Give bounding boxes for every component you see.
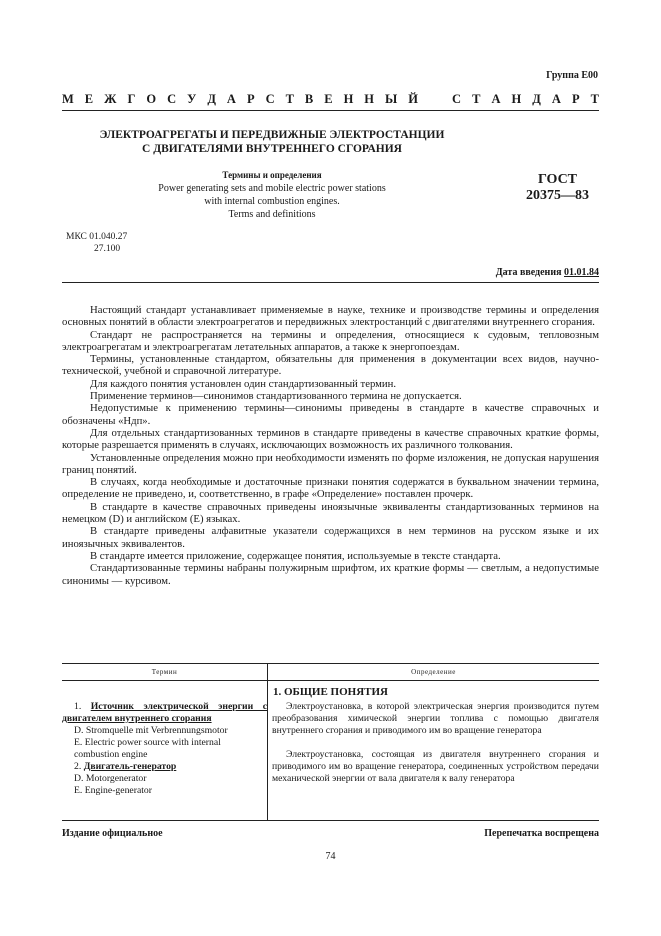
term-de: D. Motorgenerator [74,773,147,784]
mks-line-2: 27.100 [94,244,121,254]
subtitle-ru: Термины и определения [222,170,322,180]
paragraph: Термины, установленные стандартом, обязательны для применения в документации всех видов, научно-технической, учебной и справочной литературе. [62,353,599,378]
term-name: 1. Источник электрической энергии с двигателем внутреннего сгорания [62,701,267,724]
document-title [62,128,482,156]
subtitle-en-2: with internal combustion engines. [204,196,340,207]
paragraph: Настоящий стандарт устанавливает применяемые в науке, технике и производстве термины и определения основных понятий в области электроагрегатов и передвижных электростанций с двигателями внутреннего сгорания. [62,304,599,329]
paragraph: Для каждого понятия установлен один стандартизованный термин. [90,377,397,390]
gost-number [526,172,589,204]
paragraph: Для отдельных стандартизованных терминов в стандарте приведены в качестве справочных краткие формы, которые разрешается применять в случаях, исключающих возможность их различного толкования. [62,426,599,452]
definition: Электроустановка, в которой электрическая энергия производится путем преобразования химической энергии топлива с помощью двигателя внутреннего сгорания и приводимого им во вращение генератора [272,701,599,736]
column-header-definition: Определение [268,664,600,681]
paragraph: Применение терминов—синонимов стандартизованного термина не допускается. [90,390,462,403]
introduction-date [496,267,599,278]
official-edition-note: Издание официальное [62,828,163,839]
paragraph: Стандарт не распространяется на термины и определения, относящиеся к судовым, тепловозным электроагрегатам и электроагрегатам летательных аппаратов, а также к энергопоездам. [62,328,599,353]
title-line-2: С ДВИГАТЕЛЯМИ ВНУТРЕННЕГО СГОРАНИЯ [142,143,402,155]
column-header-term: Термин [62,664,268,681]
paragraph: В стандарте имеется приложение, содержащее понятия, используемые в тексте стандарта. [90,549,501,562]
paragraph: В стандарте в качестве справочных приведены иноязычные эквиваленты стандартизованных терминов на немецком (D) и английском (E) языках. [62,500,599,526]
standard-banner [62,92,599,107]
page-number: 74 [325,851,336,862]
paragraph: В стандарте приведены алфавитные указатели содержащихся в нем терминов на русском языке и их иноязычных эквивалентов. [62,525,599,550]
mks-line-1: МКС 01.040.27 [66,232,128,242]
intro-text [62,304,599,587]
terms-column [62,701,267,797]
definitions-column [272,701,599,785]
reprint-prohibited-note: Перепечатка воспрещена [484,828,599,839]
intro-date-value: 01.01.84 [564,267,599,278]
mks-codes [66,231,127,255]
paragraph: Недопустимые к применению термины—синонимы приведены в стандарте в качестве справочных и обозначены «Ндп». [62,402,599,427]
banner-word-standard: С Т А Н Д А Р Т [452,92,599,106]
group-code: Группа Е00 [546,70,598,81]
terms-table [62,663,599,681]
title-line-1: ЭЛЕКТРОАГРЕГАТЫ И ПЕРЕДВИЖНЫЕ ЭЛЕКТРОСТАНЦИИ [99,129,445,141]
term-entry [62,761,267,797]
gost-code: 20375—83 [526,188,589,203]
term-de: D. Stromquelle mit Verbrennungsmotor [74,725,228,736]
intro-date-label: Дата введения [495,267,562,278]
term-name: 2. Двигатель-генератор [74,761,177,772]
paragraph: В случаях, когда необходимые и достаточные признаки понятия содержатся в буквальном значении термина, определение не приведено, и, соответственно, в графе «Определение» поставлен прочерк. [62,476,599,501]
definition: Электроустановка, состоящая из двигателя внутреннего сгорания и приводимого им во вращение генератора, соединенных устройством передачи механической энергии от вала двигателя к валу генератора [272,749,599,784]
subtitle-en-1: Power generating sets and mobile electric power stations [158,183,386,194]
paragraph: Стандартизованные термины набраны полужирным шрифтом, их краткие формы — светлым, а недопустимые синонимы — курсивом. [62,562,599,587]
banner-word-interstate: М Е Ж Г О С У Д А Р С Т В Е Н Н Ы Й [62,92,418,106]
paragraph: Установленные определения можно при необходимости изменять по форме изложения, не допуская нарушения границ понятий. [62,451,599,476]
term-entry [62,701,267,761]
document-subtitle [62,169,482,221]
gost-label: ГОСТ [537,172,578,187]
banner-rule [62,110,599,111]
term-en: E. Electric power source with internal combustion engine [74,737,221,760]
date-rule [62,282,599,283]
subtitle-en-3: Terms and definitions [228,209,316,220]
section-title: 1. ОБЩИЕ ПОНЯТИЯ [272,686,388,698]
table-bottom-rule [62,820,599,821]
term-en: E. Engine-generator [74,785,153,796]
